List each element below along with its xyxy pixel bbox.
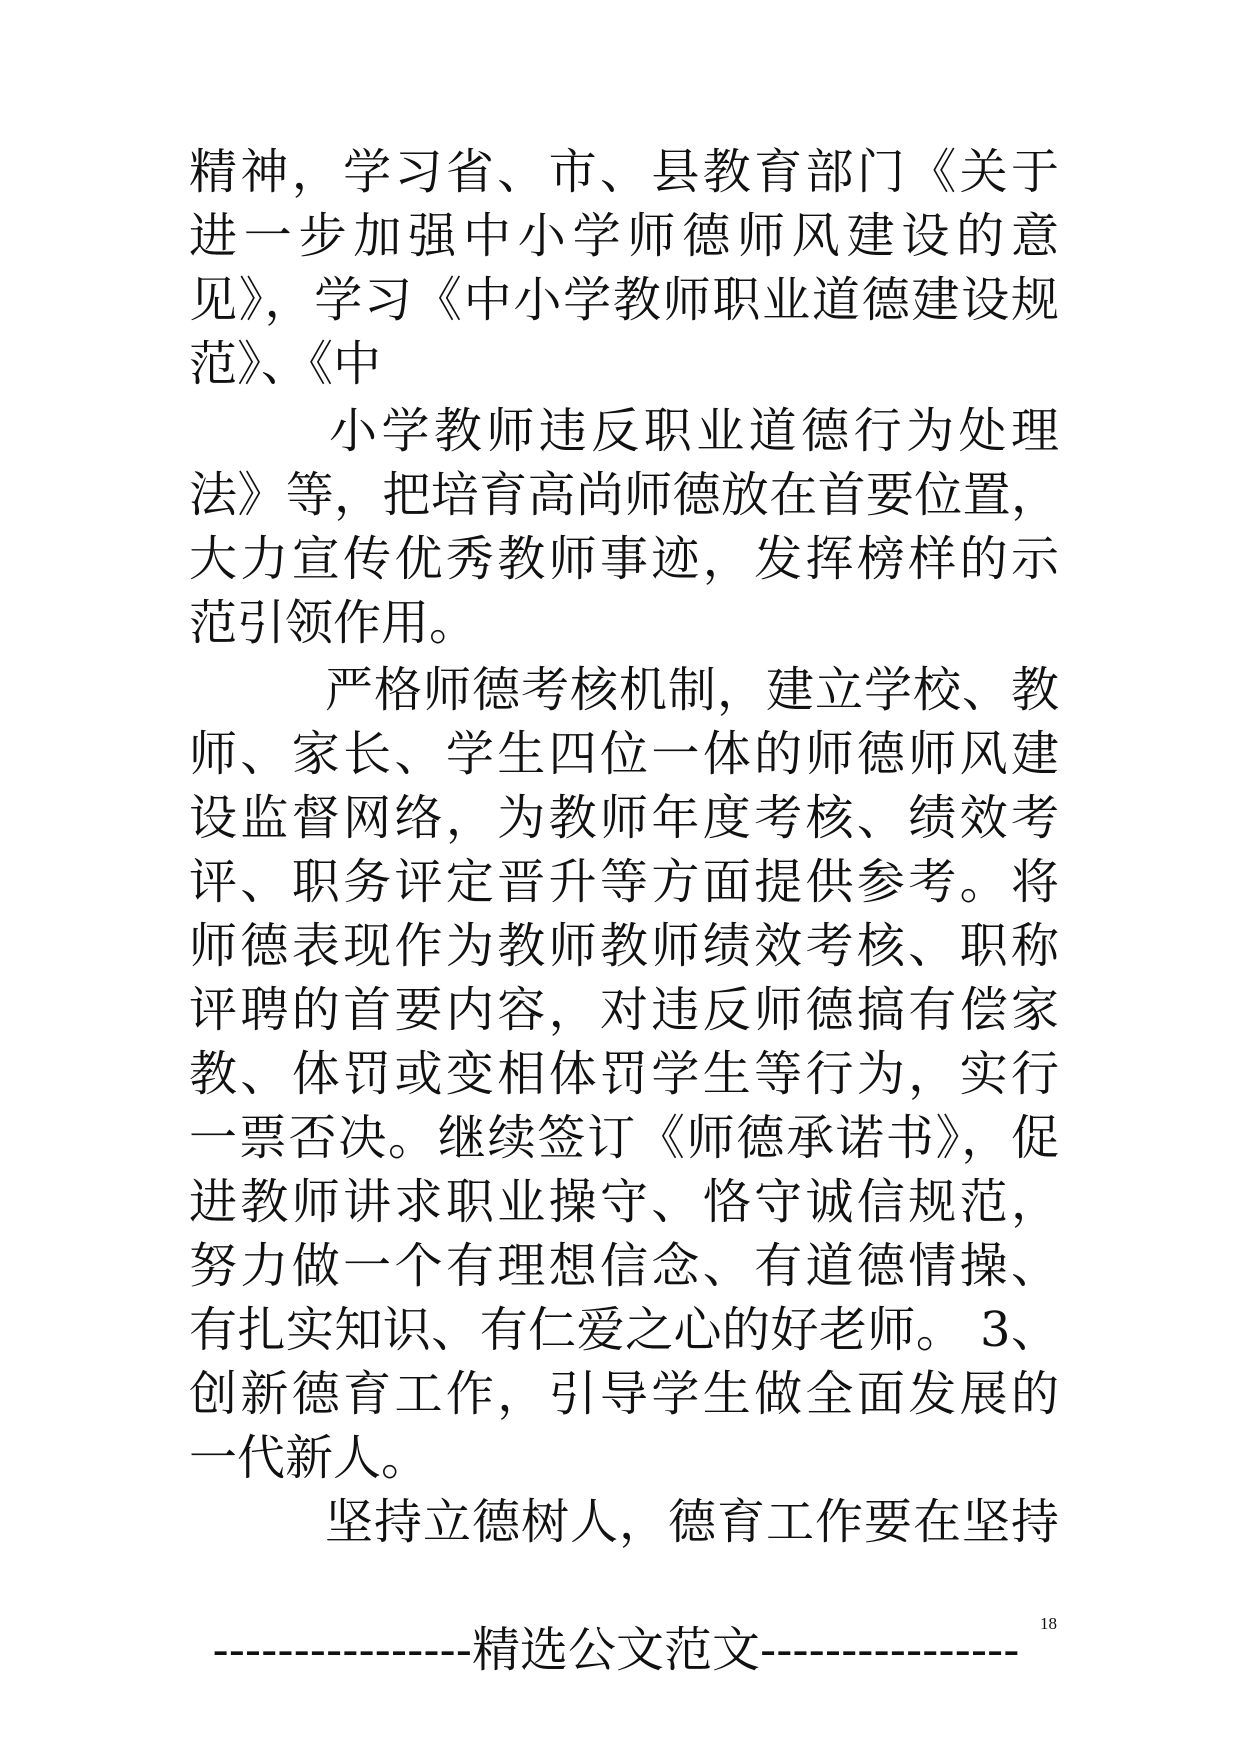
text-line: 努力做一个有理想信念、有道德情操、 [189, 1238, 1059, 1294]
text-line: 一票否决。继续签订《师德承诺书》，促 [189, 1110, 1059, 1166]
text-line: 进教师讲求职业操守、恪守诚信规范， [189, 1174, 1059, 1230]
text-line: 坚持立德树人，德育工作要在坚持 [325, 1494, 1059, 1550]
text-line: 教、体罚或变相体罚学生等行为，实行 [189, 1046, 1059, 1102]
text-line: 大力宣传优秀教师事迹，发挥榜样的示 [189, 531, 1059, 587]
footer-banner: ----------------精选公文范文---------------- [212, 1622, 1020, 1678]
text-line: 法》等，把培育高尚师德放在首要位置， [189, 467, 1059, 523]
text-line: 精神，学习省、市、县教育部门《关于 [189, 144, 1059, 200]
text-line: 范引领作用。 [189, 595, 478, 651]
text-line: 有扎实知识、有仁爱之心的好老师。 3、 [189, 1302, 1059, 1358]
text-line: 一代新人。 [189, 1430, 430, 1486]
page-number: 18 [1040, 1614, 1057, 1633]
text-line: 见》，学习《中小学教师职业道德建设规 [189, 272, 1059, 328]
text-line: 进一步加强中小学师德师风建设的意 [189, 208, 1059, 264]
text-line: 严格师德考核机制，建立学校、教 [325, 662, 1059, 718]
body-text [189, 140, 1059, 1554]
text-line: 评聘的首要内容，对违反师德搞有偿家 [189, 982, 1059, 1038]
text-line: 设监督网络，为教师年度考核、绩效考 [189, 790, 1059, 846]
text-line: 小学教师违反职业道德行为处理 [329, 403, 1059, 459]
text-line: 师、家长、学生四位一体的师德师风建 [189, 726, 1059, 782]
text-line: 创新德育工作，引导学生做全面发展的 [189, 1366, 1059, 1422]
text-line: 范》、《中 [189, 336, 382, 392]
text-line: 评、职务评定晋升等方面提供参考。将 [189, 854, 1059, 910]
text-line: 师德表现作为教师教师绩效考核、职称 [189, 918, 1059, 974]
